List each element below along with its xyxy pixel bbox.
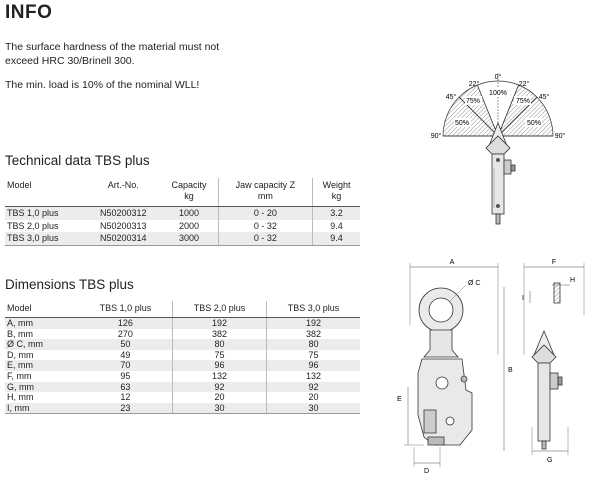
dim-label-a: A	[449, 259, 455, 266]
tech-header-weight: Weight kg	[313, 178, 360, 207]
table-row: D, mm 49 75 75	[5, 350, 360, 361]
info-title: INFO	[5, 2, 53, 23]
dims-header-model: Model	[5, 301, 79, 318]
label-90deg-left: 90°	[430, 133, 442, 140]
label-50pct-left: 50%	[454, 120, 470, 127]
table-row: G, mm 63 92 92	[5, 382, 360, 393]
clamp-side-view-dims	[532, 283, 562, 449]
label-75pct-right: 75%	[515, 98, 531, 105]
table-row: B, mm 270 382 382	[5, 329, 360, 340]
dim-label-d: D	[424, 468, 430, 475]
table-row: H, mm 12 20 20	[5, 392, 360, 403]
label-75pct-left: 75%	[465, 98, 481, 105]
table-row: TBS 1,0 plus N50200312 1000 0 - 20 3.2	[5, 207, 360, 220]
dims-header-tbs3: TBS 3,0 plus	[267, 301, 360, 318]
label-45deg-right: 45°	[538, 94, 550, 101]
dims-header-tbs1: TBS 1,0 plus	[79, 301, 172, 318]
label-50pct-right: 50%	[526, 120, 542, 127]
table-row: F, mm 95 132 132	[5, 371, 360, 382]
label-100pct: 100%	[489, 90, 507, 97]
tech-header-art-no: Art.-No.	[86, 178, 160, 207]
label-22deg-left: 22°	[468, 81, 480, 88]
dim-label-h: H	[570, 277, 576, 284]
label-90deg-right: 90°	[554, 133, 566, 140]
tech-header-model: Model	[5, 178, 86, 207]
angle-diagram	[418, 68, 568, 238]
table-row: A, mm 126 192 192	[5, 318, 360, 329]
clamp-side-view	[486, 123, 515, 224]
dim-label-i: I	[522, 295, 524, 302]
dim-label-b: B	[508, 367, 513, 374]
table-row: TBS 3,0 plus N50200314 3000 0 - 32 9.4	[5, 232, 360, 245]
table-row: I, mm 23 30 30	[5, 403, 360, 414]
technical-section-title: Technical data TBS plus	[5, 153, 150, 168]
info-min-load-note: The min. load is 10% of the nominal WLL!	[5, 79, 200, 91]
dim-label-g: G	[547, 457, 553, 464]
tech-header-jaw: Jaw capacity Z mm	[218, 178, 312, 207]
table-row: Ø C, mm 50 80 80	[5, 339, 360, 350]
dim-label-f: F	[551, 259, 557, 266]
tech-header-capacity: Capacity kg	[160, 178, 218, 207]
label-0deg: 0°	[494, 74, 502, 81]
dim-label-c: Ø C	[468, 280, 481, 287]
table-row: E, mm 70 96 96	[5, 360, 360, 371]
dimension-drawing	[384, 255, 596, 490]
table-row: TBS 2,0 plus N50200313 2000 0 - 32 9.4	[5, 220, 360, 233]
technical-data-table	[5, 178, 360, 246]
dimensions-section-title: Dimensions TBS plus	[5, 277, 134, 292]
info-hardness-note: The surface hardness of the material must not exceed HRC 30/Brinell 300.	[5, 41, 220, 67]
label-22deg-right: 22°	[518, 81, 530, 88]
label-45deg-left: 45°	[445, 94, 457, 101]
dimensions-table	[5, 301, 360, 414]
clamp-front-view	[418, 288, 472, 445]
dim-label-e: E	[397, 396, 402, 403]
dims-header-tbs2: TBS 2,0 plus	[172, 301, 266, 318]
